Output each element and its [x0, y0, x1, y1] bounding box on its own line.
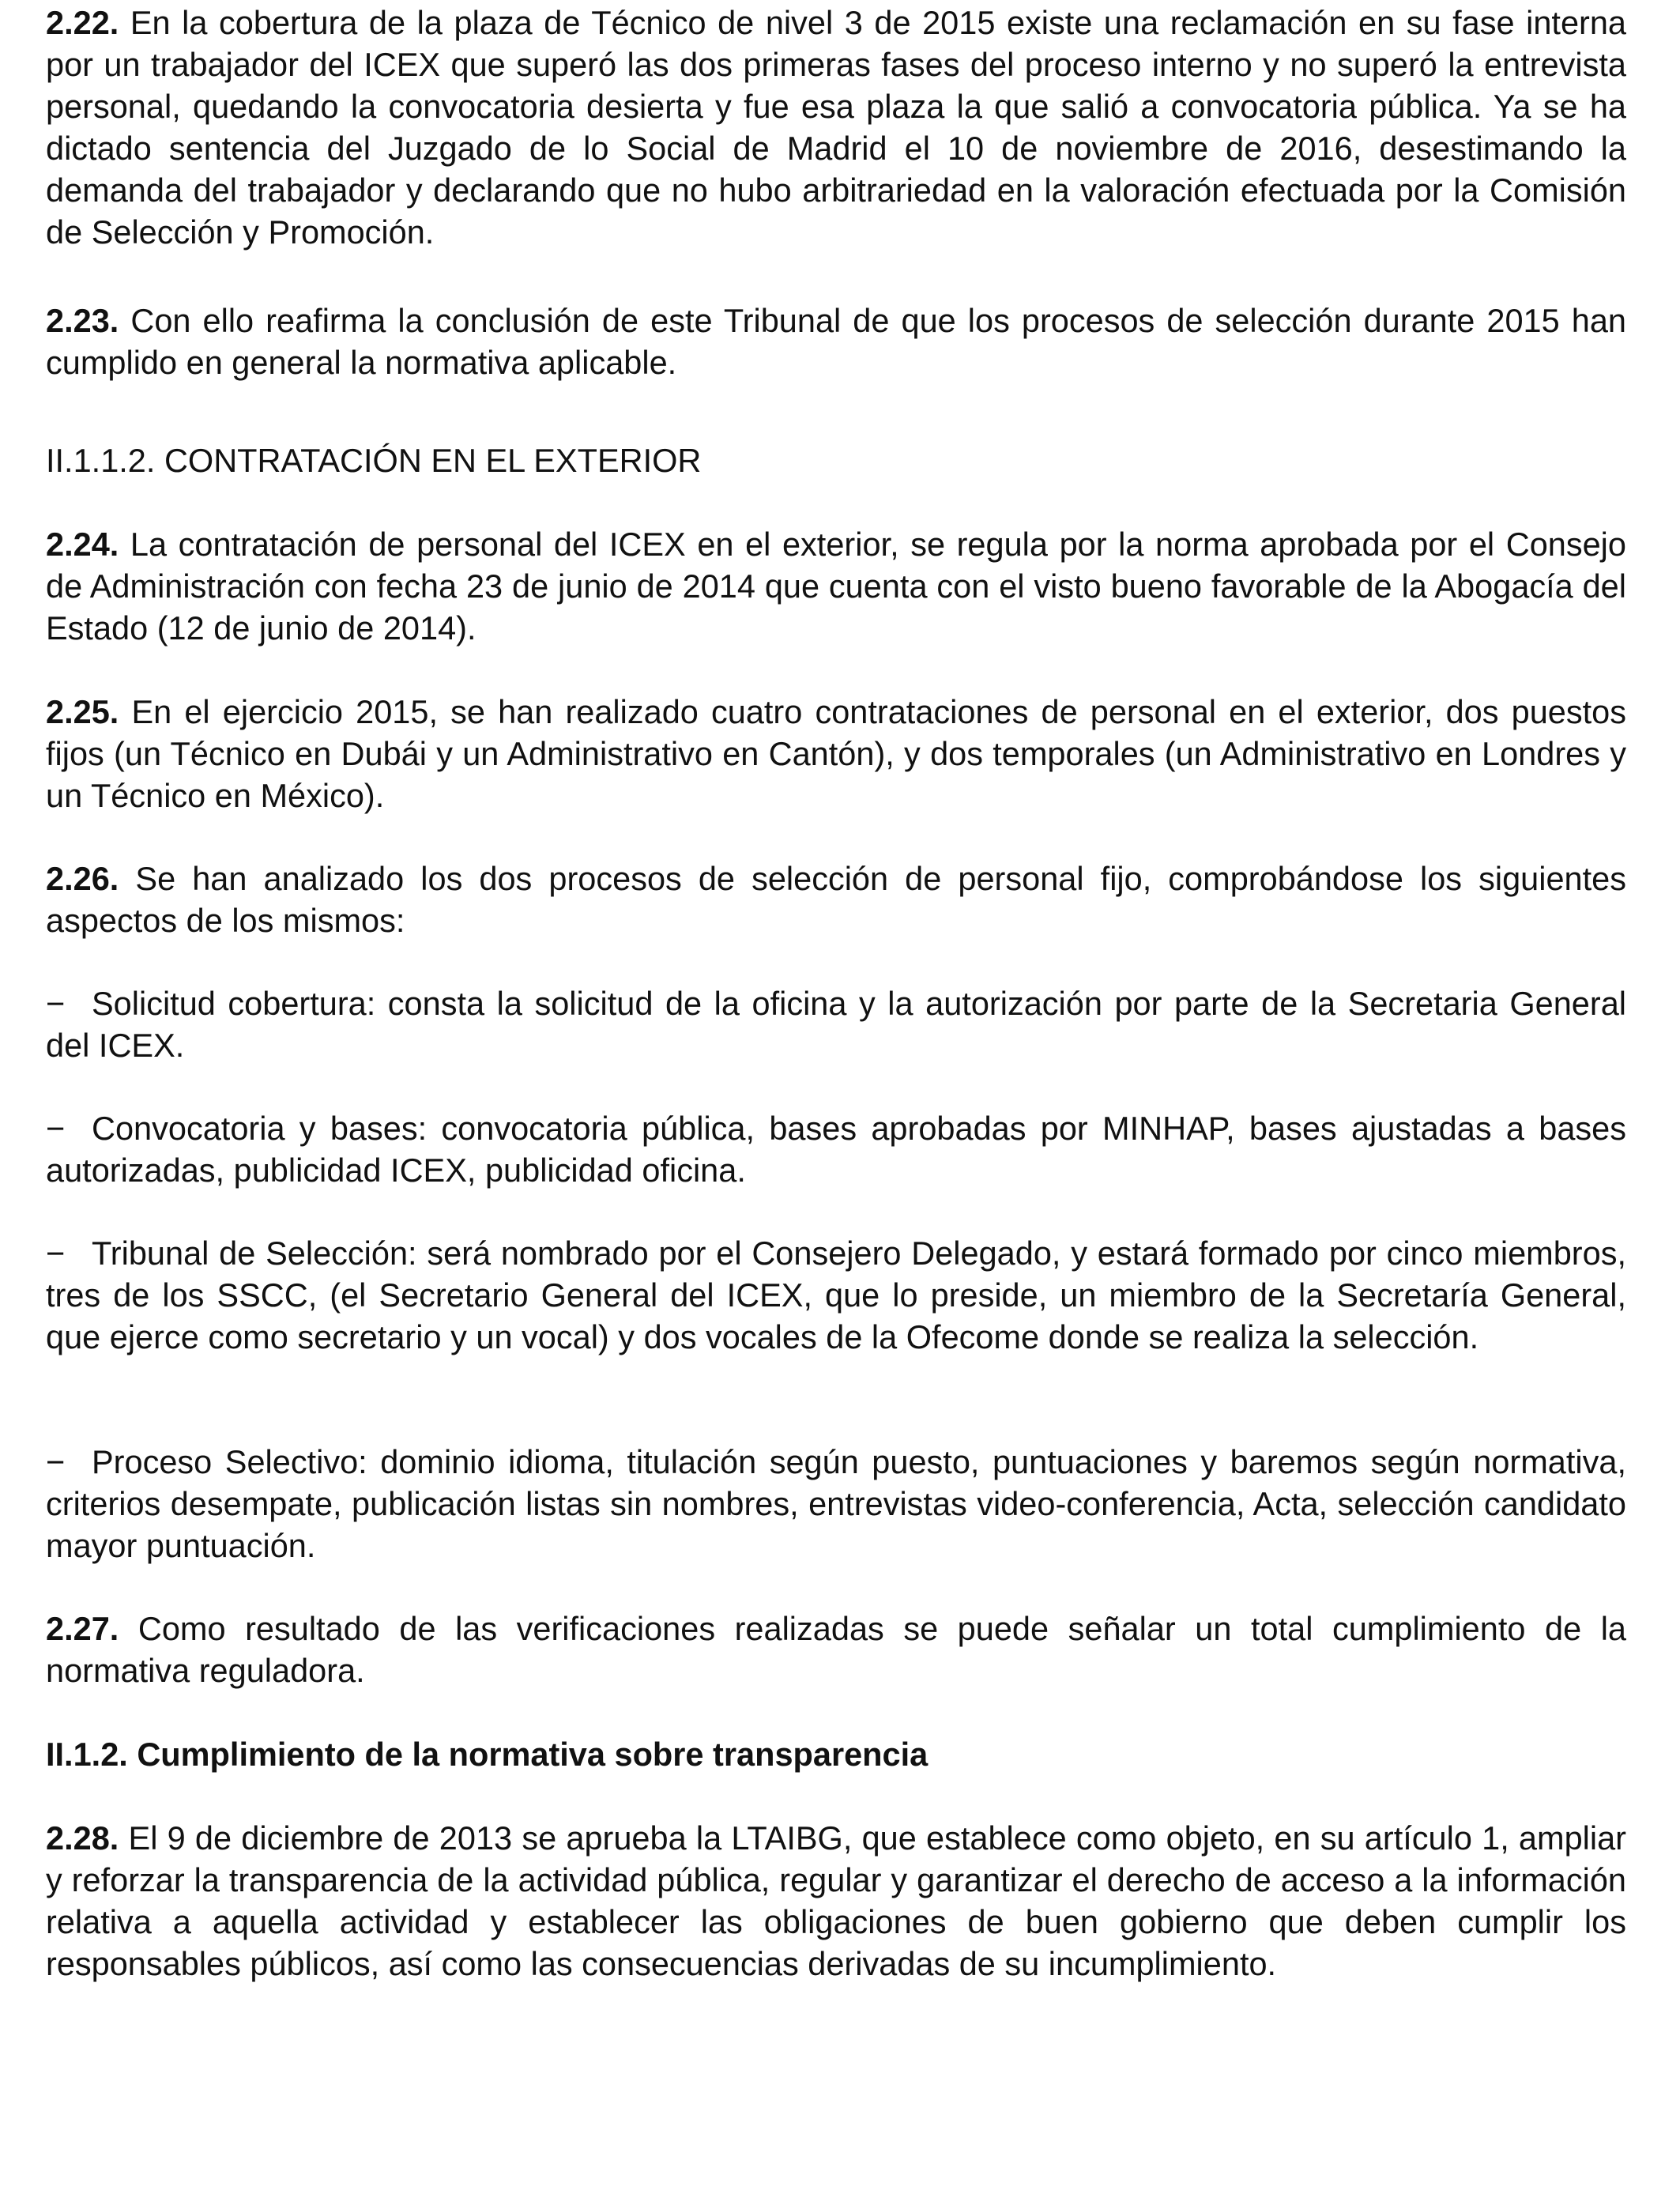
- paragraph-2-23: [46, 300, 1626, 383]
- bullet-item: [46, 1232, 1626, 1358]
- paragraph-number: 2.23.: [46, 302, 119, 339]
- paragraph-2-25: [46, 691, 1626, 816]
- paragraph-text: Con ello reafirma la conclusión de este Tribunal de que los procesos de selección durante 2015 han cumplido en general la normativa aplicable.: [46, 302, 1626, 381]
- paragraph-2-27: [46, 1608, 1626, 1691]
- dash-marker: −: [46, 1110, 66, 1147]
- paragraph-2-26: [46, 858, 1626, 941]
- paragraph-number: 2.22.: [46, 4, 119, 41]
- paragraph-number: 2.28.: [46, 1819, 119, 1857]
- paragraph-2-24: [46, 523, 1626, 649]
- paragraph-text: En la cobertura de la plaza de Técnico de nivel 3 de 2015 existe una reclamación en su fase interna por un trabajador del ICEX que superó las dos primeras fases del proceso interno y no superó la entrevista personal, quedando la convocatoria desierta y fue esa plaza la que salió a convocatoria pública. Ya se ha dictado sentencia del Juzgado de lo Social de Madrid el 10 de noviembre de 2016, desestimando la demanda del trabajador y declarando que no hubo arbitrariedad en la valoración efectuada por la Comisión de Selección y Promoción.: [46, 4, 1626, 251]
- paragraph-text: La contratación de personal del ICEX en el exterior, se regula por la norma aprobada por el Consejo de Administración con fecha 23 de junio de 2014 que cuenta con el visto bueno favorable de la Abogacía del Estado (12 de junio de 2014).: [46, 526, 1626, 647]
- paragraph-text: Como resultado de las verificaciones realizadas se puede señalar un total cumplimiento de la normativa reguladora.: [46, 1610, 1626, 1689]
- dash-marker: −: [46, 1443, 66, 1480]
- section-heading-transparencia: II.1.2. Cumplimiento de la normativa sobre transparencia: [46, 1736, 929, 1773]
- paragraph-number: 2.25.: [46, 693, 119, 730]
- bullet-text: Solicitud cobertura: consta la solicitud de la oficina y la autorización por parte de la Secretaria General del ICEX.: [46, 985, 1626, 1064]
- paragraph-2-22: [46, 2, 1626, 253]
- bullet-text: Tribunal de Selección: será nombrado por el Consejero Delegado, y estará formado por cinco miembros, tres de los SSCC, (el Secretario General del ICEX, que lo preside, un miembro de la Secretaría General, que ejerce como secretario y un vocal) y dos vocales de la Ofecome donde se realiza la selección.: [46, 1235, 1626, 1355]
- paragraph-text: En el ejercicio 2015, se han realizado cuatro contrataciones de personal en el exterior, dos puestos fijos (un Técnico en Dubái y un Administrativo en Cantón), y dos temporales (un Administrativo en Londres y un Técnico en México).: [46, 693, 1626, 814]
- paragraph-number: 2.24.: [46, 526, 119, 563]
- bullet-item: [46, 1441, 1626, 1566]
- bullet-item: [46, 982, 1626, 1066]
- paragraph-text: El 9 de diciembre de 2013 se aprueba la LTAIBG, que establece como objeto, en su artículo 1, ampliar y reforzar la transparencia de la actividad pública, regular y garantizar el derecho de acceso a la información relativa a aquella actividad y establecer las obligaciones de buen gobierno que deben cumplir los responsables públicos, así como las consecuencias derivadas de su incumplimiento.: [46, 1819, 1626, 1982]
- dash-marker: −: [46, 1235, 66, 1272]
- dash-marker: −: [46, 985, 66, 1022]
- paragraph-number: 2.27.: [46, 1610, 119, 1647]
- paragraph-text: Se han analizado los dos procesos de selección de personal fijo, comprobándose los siguientes aspectos de los mismos:: [46, 860, 1626, 939]
- paragraph-number: 2.26.: [46, 860, 119, 897]
- bullet-text: Convocatoria y bases: convocatoria pública, bases aprobadas por MINHAP, bases ajustadas a bases autorizadas, publicidad ICEX, publicidad oficina.: [46, 1110, 1626, 1189]
- section-heading-contratacion-exterior: II.1.1.2. CONTRATACIÓN EN EL EXTERIOR: [46, 442, 702, 479]
- bullet-text: Proceso Selectivo: dominio idioma, titulación según puesto, puntuaciones y baremos según normativa, criterios desempate, publicación listas sin nombres, entrevistas video-conferencia, Acta, selección candidato mayor puntuación.: [46, 1443, 1626, 1564]
- bullet-item: [46, 1107, 1626, 1191]
- paragraph-2-28: [46, 1817, 1626, 1985]
